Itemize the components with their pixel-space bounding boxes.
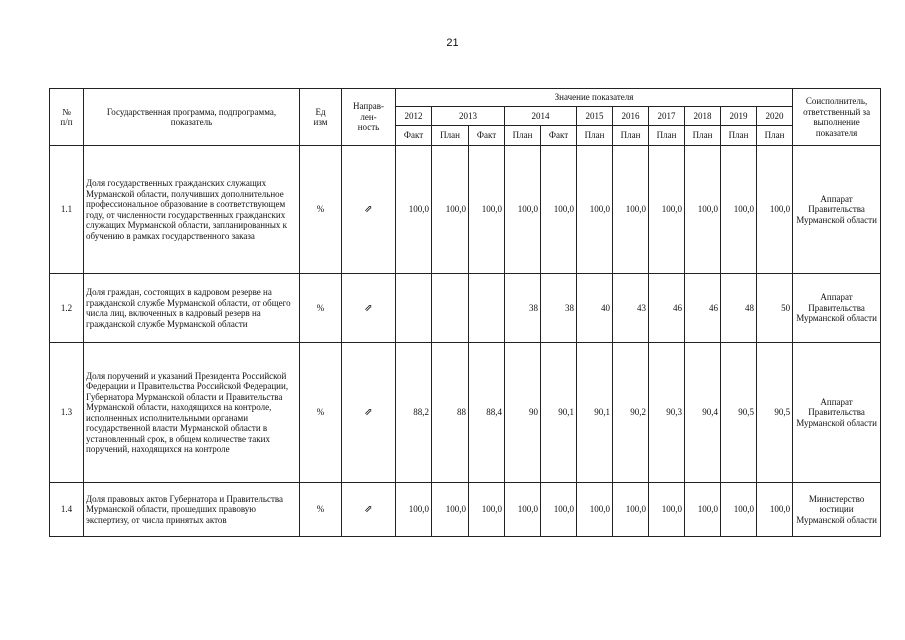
row-value: 100,0	[541, 483, 577, 537]
row-value: 40	[577, 274, 613, 343]
arrow-up-right-icon: ⇗	[364, 407, 373, 418]
header-year: 2013	[432, 107, 505, 126]
row-value: 48	[721, 274, 757, 343]
header-program: Государственная программа, подпрограмма, показатель	[84, 89, 300, 146]
row-value: 100,0	[577, 483, 613, 537]
row-direction	[342, 146, 396, 274]
row-value: 100,0	[721, 146, 757, 274]
row-num: 1.3	[50, 343, 84, 483]
row-value: 100,0	[721, 483, 757, 537]
row-unit: %	[300, 483, 342, 537]
row-value: 90,1	[541, 343, 577, 483]
header-subcol: Факт	[396, 126, 432, 146]
header-year: 2012	[396, 107, 432, 126]
header-direction: Направ- лен- ность	[342, 89, 396, 146]
header-subcol: План	[432, 126, 469, 146]
header-unit: Ед изм	[300, 89, 342, 146]
table-row	[50, 483, 881, 537]
row-value: 90,5	[757, 343, 793, 483]
row-value: 46	[685, 274, 721, 343]
row-value: 90,1	[577, 343, 613, 483]
header-value-title: Значение показателя	[396, 89, 793, 107]
header-subcol: Факт	[469, 126, 505, 146]
row-num: 1.2	[50, 274, 84, 343]
row-value: 88,4	[469, 343, 505, 483]
header-year: 2015	[577, 107, 613, 126]
row-value: 100,0	[396, 483, 432, 537]
arrow-up-right-icon: ⇗	[364, 204, 373, 215]
row-value	[469, 274, 505, 343]
row-value: 100,0	[505, 483, 541, 537]
row-value: 100,0	[541, 146, 577, 274]
row-direction	[342, 274, 396, 343]
header-subcol: План	[613, 126, 649, 146]
row-value: 88,2	[396, 343, 432, 483]
table-row	[50, 274, 881, 343]
row-value: 90	[505, 343, 541, 483]
header-responsible: Соисполнитель, ответственный за выполнение показателя	[793, 89, 881, 146]
table-row	[50, 146, 881, 274]
header-num: № п/п	[50, 89, 84, 146]
row-value: 100,0	[396, 146, 432, 274]
row-value: 43	[613, 274, 649, 343]
row-value: 100,0	[649, 483, 685, 537]
row-direction	[342, 483, 396, 537]
row-responsible: Аппарат Правительства Мурманской области	[793, 146, 881, 274]
header-year: 2020	[757, 107, 793, 126]
row-value: 38	[505, 274, 541, 343]
header-year: 2014	[505, 107, 577, 126]
row-value: 100,0	[432, 146, 469, 274]
row-responsible: Аппарат Правительства Мурманской области	[793, 343, 881, 483]
row-value: 38	[541, 274, 577, 343]
row-value: 100,0	[432, 483, 469, 537]
header-subcol: План	[649, 126, 685, 146]
row-value: 100,0	[649, 146, 685, 274]
row-indicator-name: Доля граждан, состоящих в кадровом резерве на гражданской службе Мурманской области, от общего числа лиц, включенных в кадровый резерв на гражданской службе Мурманской области	[84, 274, 300, 343]
header-subcol: Факт	[541, 126, 577, 146]
row-value: 100,0	[613, 483, 649, 537]
header-year: 2016	[613, 107, 649, 126]
row-value: 100,0	[757, 146, 793, 274]
row-value: 46	[649, 274, 685, 343]
row-value: 100,0	[685, 146, 721, 274]
row-value: 90,3	[649, 343, 685, 483]
row-value: 50	[757, 274, 793, 343]
row-num: 1.1	[50, 146, 84, 274]
row-direction	[342, 343, 396, 483]
row-value: 100,0	[469, 146, 505, 274]
header-subcol: План	[757, 126, 793, 146]
header-subcol: План	[505, 126, 541, 146]
row-unit: %	[300, 146, 342, 274]
indicators-table	[49, 88, 881, 537]
row-value	[432, 274, 469, 343]
row-responsible: Министерство юстиции Мурманской области	[793, 483, 881, 537]
row-value: 90,2	[613, 343, 649, 483]
row-value: 90,5	[721, 343, 757, 483]
header-year: 2019	[721, 107, 757, 126]
row-indicator-name: Доля поручений и указаний Президента Российской Федерации и Правительства Российской Федерации, Губернатора Мурманской области и Правительства Мурманской области, находящихся на контроле, исполненных исполнительными органами государственной власти Мурманской области в установленный срок, в общем количестве таких поручений, находящихся на контроле	[84, 343, 300, 483]
row-responsible: Аппарат Правительства Мурманской области	[793, 274, 881, 343]
table-row	[50, 343, 881, 483]
arrow-up-right-icon: ⇗	[364, 504, 373, 515]
row-value: 88	[432, 343, 469, 483]
row-value: 100,0	[469, 483, 505, 537]
arrow-up-right-icon: ⇗	[364, 302, 373, 314]
row-value: 100,0	[757, 483, 793, 537]
row-indicator-name: Доля правовых актов Губернатора и Правительства Мурманской области, прошедших правовую экспертизу, от числа принятых актов	[84, 483, 300, 537]
row-value: 100,0	[685, 483, 721, 537]
row-value: 100,0	[613, 146, 649, 274]
row-unit: %	[300, 274, 342, 343]
header-year: 2017	[649, 107, 685, 126]
row-value	[396, 274, 432, 343]
header-subcol: План	[685, 126, 721, 146]
row-unit: %	[300, 343, 342, 483]
row-value: 100,0	[505, 146, 541, 274]
row-num: 1.4	[50, 483, 84, 537]
page-number: 21	[446, 37, 459, 49]
header-year: 2018	[685, 107, 721, 126]
row-indicator-name: Доля государственных гражданских служащих Мурманской области, получивших дополнительное профессиональное образование в соответствующем году, от численности государственных гражданских служащих Мурманской области, запланированных к обучению в рамках государственного заказа	[84, 146, 300, 274]
header-subcol: План	[721, 126, 757, 146]
row-value: 90,4	[685, 343, 721, 483]
row-value: 100,0	[577, 146, 613, 274]
header-subcol: План	[577, 126, 613, 146]
